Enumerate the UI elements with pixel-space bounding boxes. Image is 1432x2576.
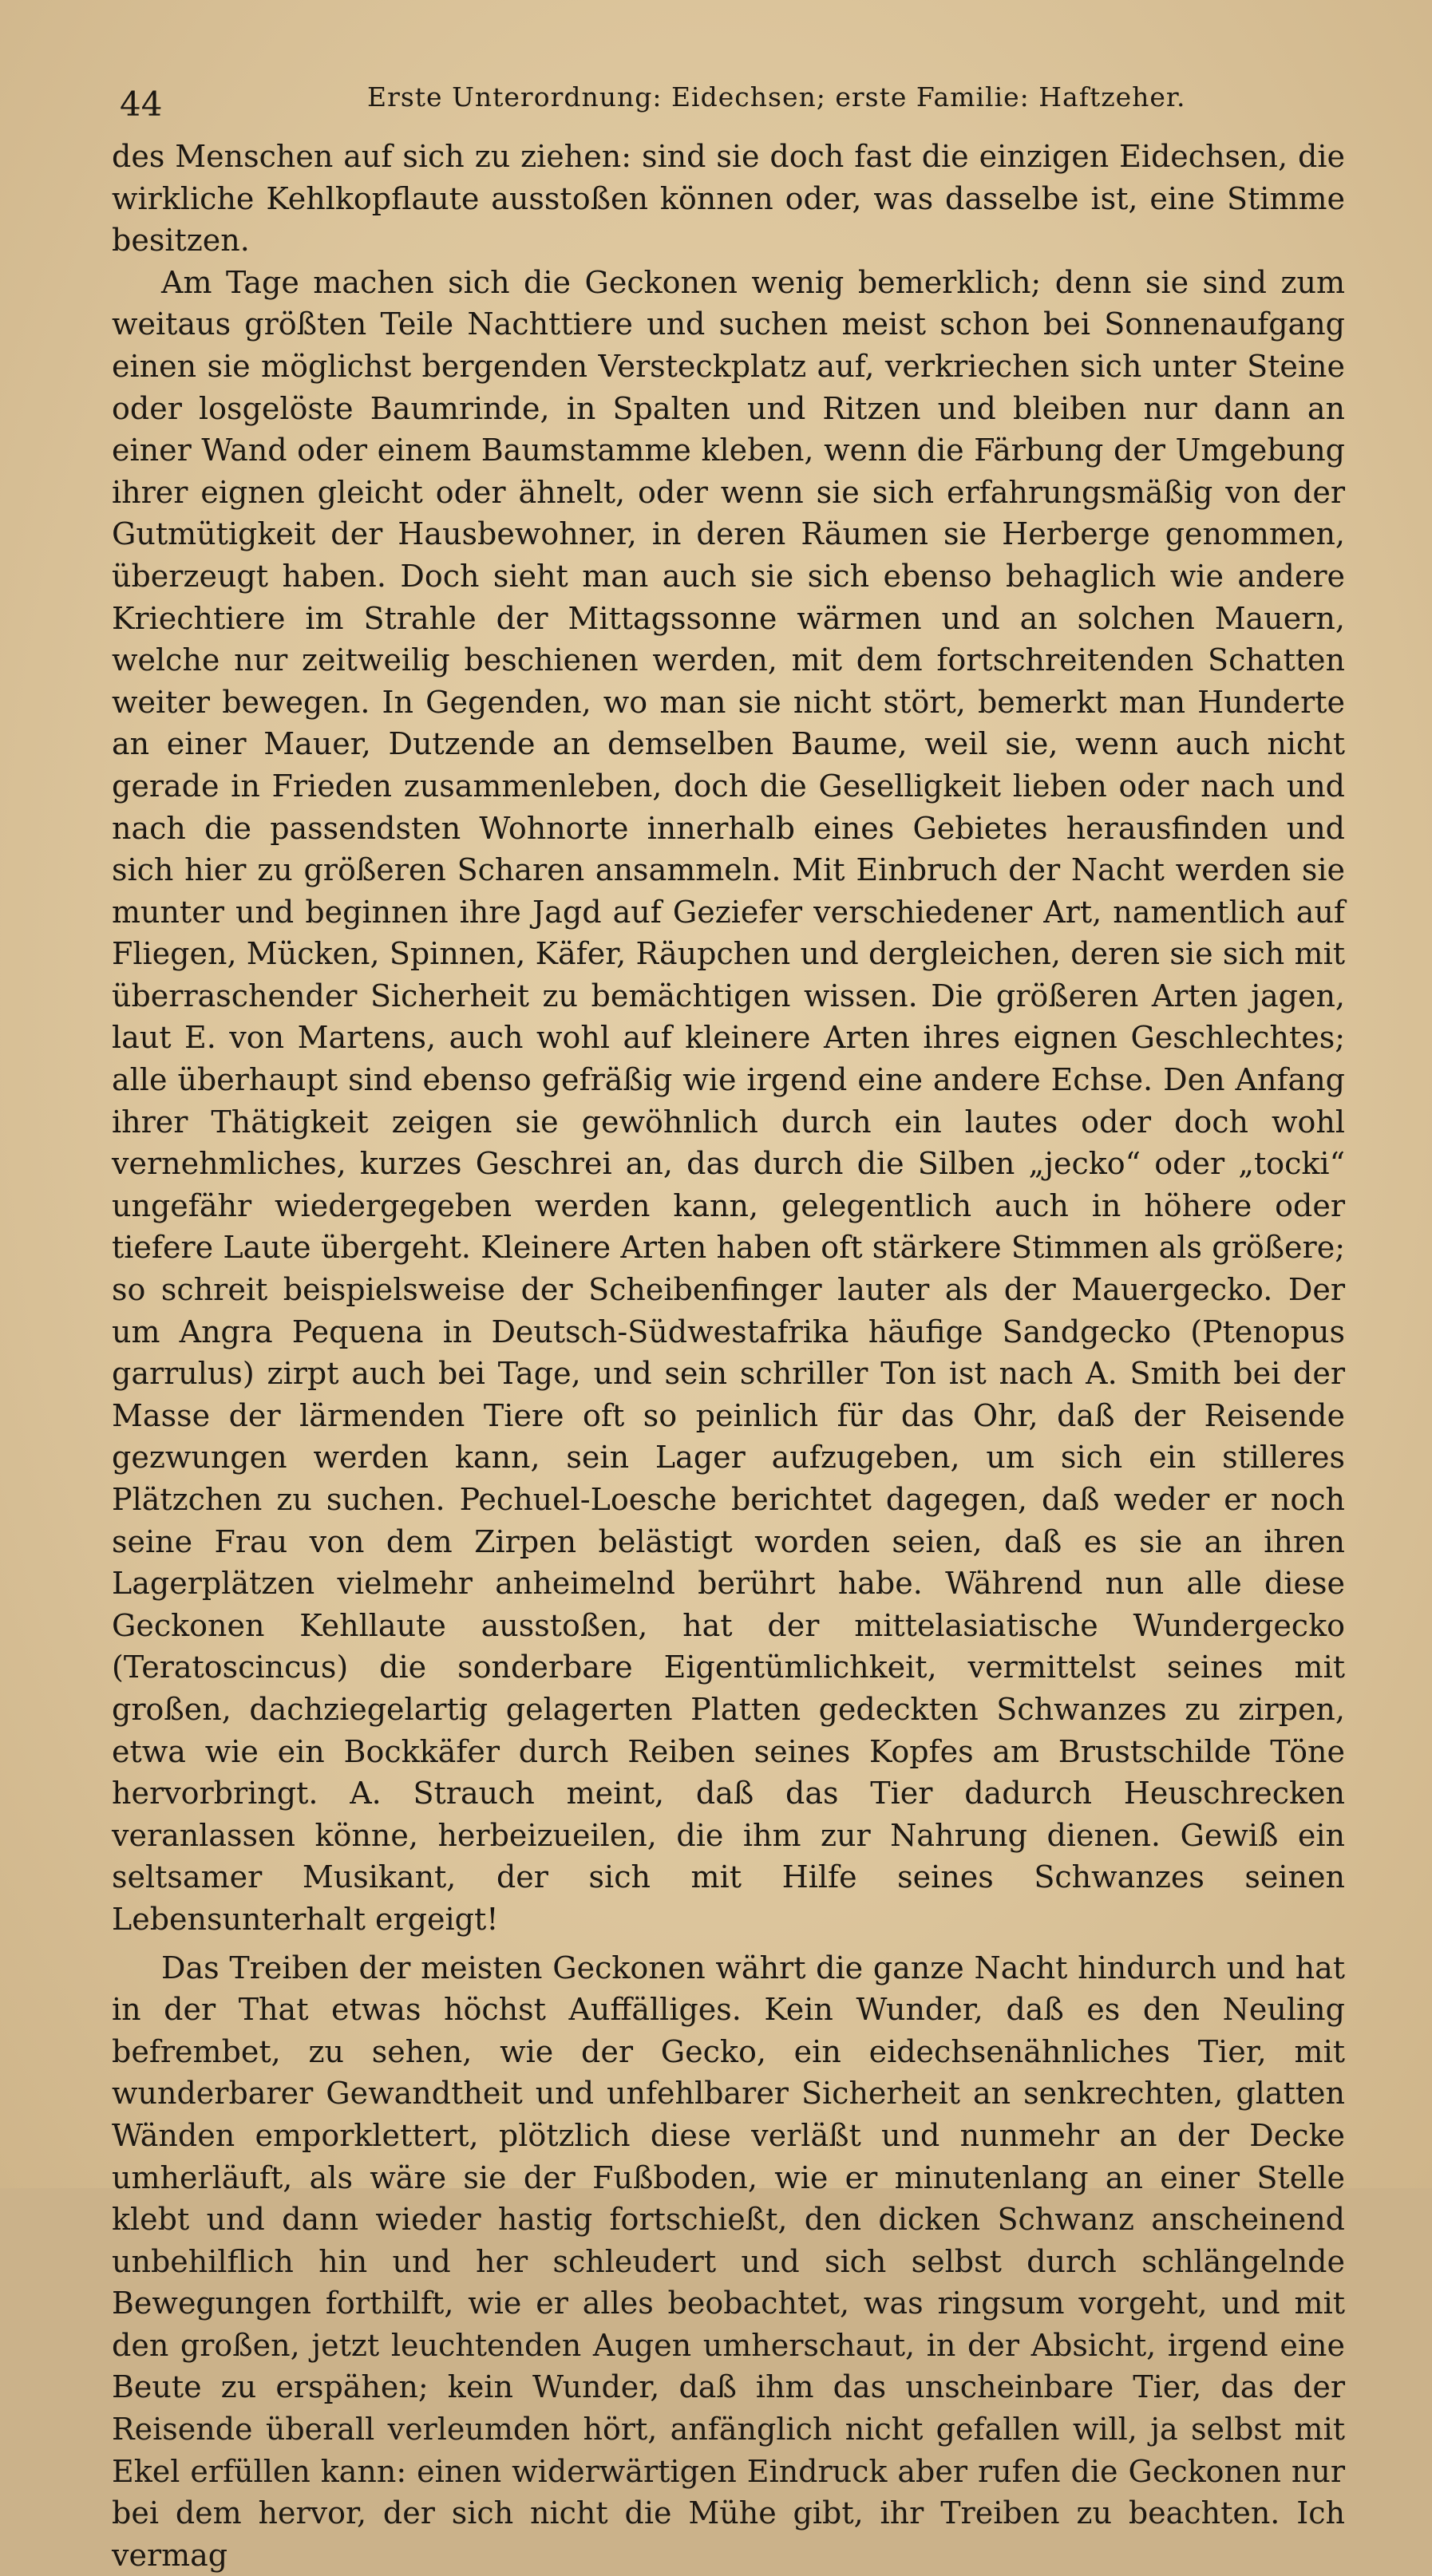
paragraph: Das Treiben der meisten Geckonen währt die ganze Nacht hindurch und hat in der That etwas höchst Auffälliges. Kein Wunder, daß es den Neuling befrembet, zu sehen, wie der Gecko, ein eidechsenähnliches Tier, mit wunderbarer Gewandtheit und unfehlbarer Sicherheit an senkrechten, glatten Wänden emporklettert, plötzlich diese verläßt und nunmehr an der Decke umherläuft, als wäre sie der Fußboden, wie er minutenlang an einer Stelle klebt und dann wieder hastig fortschießt, den dicken Schwanz anscheinend unbehilflich hin und her schleudert und sich selbst durch schlängelnde Bewegungen forthilft, wie er alles beobachtet, was ringsum vorgeht, und mit den großen, jetzt leuchtenden Augen umherschaut, in der Absicht, irgend eine Beute zu erspähen; kein Wunder, daß ihm das unscheinbare Tier, das der Reisende überall verleumden hört, anfänglich nicht gefallen will, ja selbst mit Ekel erfüllen kann: einen widerwärtigen Eindruck aber rufen die Geckonen nur bei dem hervor, der sich nicht die Mühe gibt, ihr Treiben zu beachten. Ich vermag — [112, 1950, 1345, 2573]
running-head — [120, 73, 1341, 124]
running-title: Erste Unterordnung: Eidechsen; erste Familie: Haftzeher. — [367, 81, 1186, 113]
paragraph-continued: des Menschen auf sich zu ziehen: sind sie doch fast die einzigen Eidechsen, die wirkliche Kehlkopflaute ausstoßen können oder, was dasselbe ist, eine Stimme besitzen. — [112, 139, 1345, 259]
body-text — [112, 136, 1345, 2576]
paragraph: Am Tage machen sich die Geckonen wenig bemerklich; denn sie sind zum weitaus größten Teile Nachttiere und suchen meist schon bei Sonnenaufgang einen sie möglichst bergenden Versteckplatz auf, verkriechen sich unter Steine oder losgelöste Baumrinde, in Spalten und Ritzen und bleiben nur dann an einer Wand oder einem Baumstamme kleben, wenn die Färbung der Umgebung ihrer eignen gleicht oder ähnelt, oder wenn sie sich erfahrungsmäßig von der Gutmütigkeit der Hausbewohner, in deren Räumen sie Herberge genommen, überzeugt haben. Doch sieht man auch sie sich ebenso behaglich wie andere Kriechtiere im Strahle der Mittagssonne wärmen und an solchen Mauern, welche nur zeitweilig beschienen werden, mit dem fortschreitenden Schatten weiter bewegen. In Gegenden, wo man sie nicht stört, bemerkt man Hunderte an einer Mauer, Dutzende an demselben Baume, weil sie, wenn auch nicht gerade in Frieden zusammenleben, doch die Geselligkeit lieben oder nach und nach die passendsten Wohnorte innerhalb eines Gebietes herausfinden und sich hier zu größeren Scharen ansammeln. Mit Einbruch der Nacht werden sie munter und beginnen ihre Jagd auf Geziefer verschiedener Art, namentlich auf Fliegen, Mücken, Spinnen, Käfer, Räupchen und dergleichen, deren sie sich mit überraschender Sicherheit zu bemächtigen wissen. Die größeren Arten jagen, laut E. von Martens, auch wohl auf kleinere Arten ihres eignen Geschlechtes; alle überhaupt sind ebenso gefräßig wie irgend eine andere Echse. Den Anfang ihrer Thätigkeit zeigen sie gewöhnlich durch ein lautes oder doch wohl vernehmliches, kurzes Geschrei an, das durch die Silben „jecko“ oder „tocki“ ungefähr wiedergegeben werden kann, gelegentlich auch in höhere oder tiefere Laute übergeht. Kleinere Arten haben oft stärkere Stimmen als größere; so schreit beispielsweise der Scheibenfinger lauter als der Mauergecko. Der um Angra Pequena in Deutsch-Südwestafrika häufige Sandgecko (Ptenopus garrulus) zirpt auch bei Tage, und sein schriller Ton ist nach A. Smith bei der Masse der lärmenden Tiere oft so peinlich für das Ohr, daß der Reisende gezwungen werden kann, sein Lager aufzugeben, um sich ein stilleres Plätzchen zu suchen. Pechuel-Loesche berichtet dagegen, daß weder er noch seine Frau von dem Zirpen belästigt worden seien, daß es sie an ihren Lagerplätzen vielmehr anheimelnd berührt habe. Während nun alle diese Geckonen Kehllaute ausstoßen, hat der mittelasiatische Wundergecko (Teratoscincus) die sonderbare Eigentümlichkeit, vermittelst seines mit großen, dachziegelartig gelagerten Platten gedeckten Schwanzes zu zirpen, etwa wie ein Bockkäfer durch Reiben seines Kopfes am Brustschilde Töne hervorbringt. A. Strauch meint, daß das Tier dadurch Heuschrecken veranlassen könne, herbeizueilen, die ihm zur Nahrung dienen. Gewiß ein seltsamer Musikant, der sich mit Hilfe seines Schwanzes seinen Lebensunterhalt ergeigt! — [112, 264, 1345, 1937]
page-number: 44 — [120, 85, 163, 124]
paragraph-gap — [112, 1941, 1345, 1947]
